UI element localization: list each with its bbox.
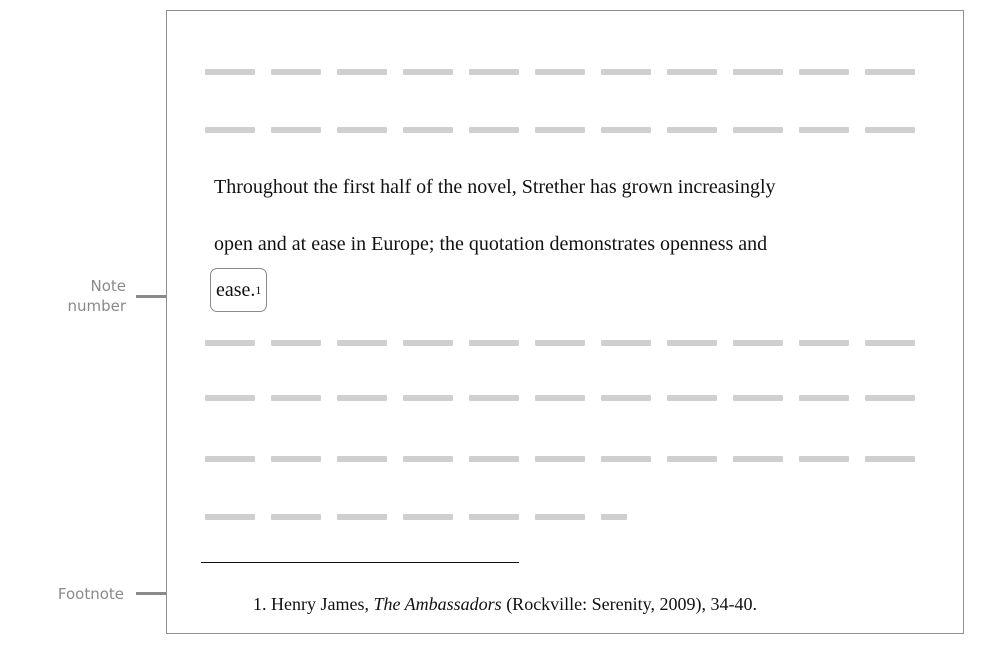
placeholder-dash <box>469 395 519 401</box>
placeholder-dash <box>667 395 717 401</box>
footnote-number: 1. <box>253 594 267 614</box>
placeholder-dash <box>535 514 585 520</box>
placeholder-dash <box>601 69 651 75</box>
placeholder-dash <box>403 69 453 75</box>
placeholder-line <box>205 69 915 75</box>
placeholder-dash <box>601 340 651 346</box>
placeholder-dash <box>271 127 321 133</box>
placeholder-dash <box>337 340 387 346</box>
placeholder-dash <box>469 340 519 346</box>
paragraph-last-word: ease. <box>216 278 256 301</box>
placeholder-dash <box>799 395 849 401</box>
note-number-superscript: 1 <box>255 283 262 297</box>
placeholder-dash <box>337 514 387 520</box>
footnote-label-text: Footnote <box>57 585 124 603</box>
note-number-label-text: Note number <box>67 277 126 315</box>
placeholder-dash <box>205 127 255 133</box>
placeholder-dash <box>205 456 255 462</box>
placeholder-dash <box>733 395 783 401</box>
placeholder-dash <box>535 69 585 75</box>
placeholder-dash <box>865 395 915 401</box>
footnote-publication: (Rockville: Serenity, 2009), 34-40. <box>506 594 757 614</box>
paragraph-line-2: open and at ease in Europe; the quotation demonstrates openness and <box>214 233 768 255</box>
placeholder-dash <box>337 69 387 75</box>
placeholder-dash <box>733 69 783 75</box>
placeholder-dash <box>733 127 783 133</box>
placeholder-dash <box>865 340 915 346</box>
placeholder-dash <box>205 395 255 401</box>
placeholder-dash <box>865 456 915 462</box>
placeholder-dash <box>205 340 255 346</box>
note-number-highlight <box>210 268 267 312</box>
placeholder-dash <box>469 69 519 75</box>
placeholder-line-last <box>205 514 627 520</box>
placeholder-dash <box>469 127 519 133</box>
placeholder-dash <box>403 456 453 462</box>
placeholder-dash <box>799 340 849 346</box>
placeholder-dash <box>205 514 255 520</box>
placeholder-dash <box>403 514 453 520</box>
placeholder-dash <box>271 456 321 462</box>
placeholder-dash <box>469 514 519 520</box>
placeholder-dash <box>733 340 783 346</box>
placeholder-line <box>205 395 915 401</box>
placeholder-dash <box>403 127 453 133</box>
placeholder-dash <box>535 127 585 133</box>
placeholder-line <box>205 456 915 462</box>
footnote-entry <box>253 595 757 613</box>
placeholder-dash <box>337 395 387 401</box>
placeholder-dash <box>799 127 849 133</box>
placeholder-dash <box>733 456 783 462</box>
placeholder-dash <box>205 69 255 75</box>
placeholder-line <box>205 127 915 133</box>
placeholder-dash <box>799 69 849 75</box>
placeholder-dash <box>667 340 717 346</box>
placeholder-dash <box>601 514 627 520</box>
placeholder-dash <box>535 340 585 346</box>
placeholder-dash <box>469 456 519 462</box>
placeholder-dash <box>865 69 915 75</box>
footnote-separator <box>201 562 519 563</box>
placeholder-dash <box>337 127 387 133</box>
placeholder-dash <box>799 456 849 462</box>
placeholder-dash <box>535 395 585 401</box>
placeholder-dash <box>271 514 321 520</box>
document-page <box>166 10 964 634</box>
placeholder-dash <box>601 456 651 462</box>
footnote-title: The Ambassadors <box>373 594 502 614</box>
placeholder-dash <box>865 127 915 133</box>
placeholder-dash <box>535 456 585 462</box>
placeholder-dash <box>403 340 453 346</box>
note-number-label <box>40 276 126 316</box>
footnote-label <box>20 584 124 604</box>
placeholder-dash <box>667 69 717 75</box>
placeholder-dash <box>601 127 651 133</box>
placeholder-dash <box>271 340 321 346</box>
footnote-author: Henry James, <box>271 594 369 614</box>
paragraph-line-1: Throughout the first half of the novel, Strether has grown increasingly <box>214 176 776 198</box>
placeholder-dash <box>601 395 651 401</box>
placeholder-dash <box>667 127 717 133</box>
placeholder-dash <box>667 456 717 462</box>
placeholder-dash <box>337 456 387 462</box>
placeholder-dash <box>271 69 321 75</box>
placeholder-dash <box>271 395 321 401</box>
placeholder-dash <box>403 395 453 401</box>
placeholder-line <box>205 340 915 346</box>
